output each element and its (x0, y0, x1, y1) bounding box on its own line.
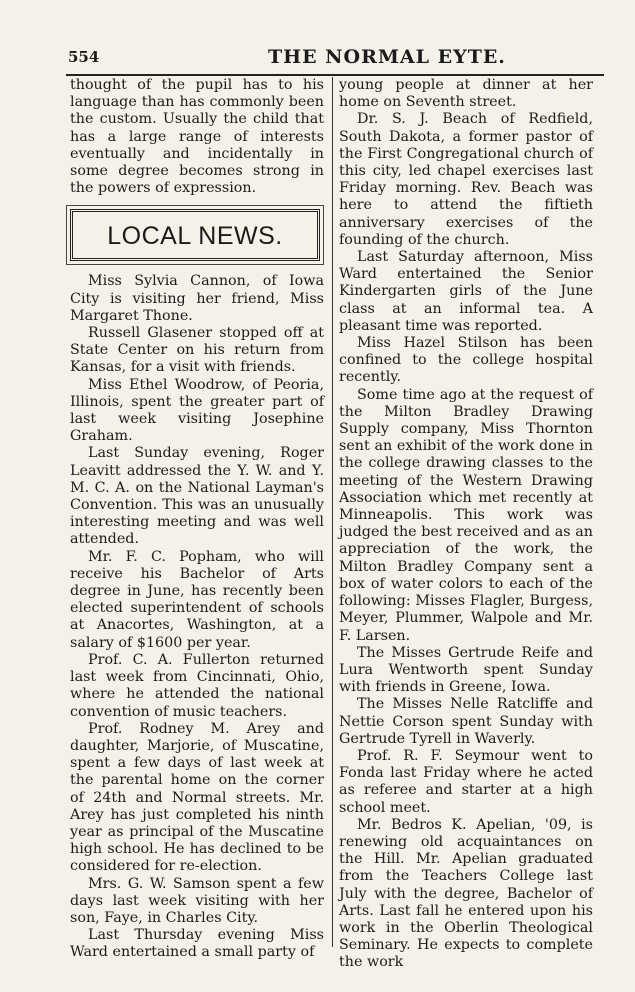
news-item: Russell Glasener stopped off at State Center on his return from Kansas, for a visit with friends. (70, 325, 324, 376)
news-item: Mr. F. C. Popham, who will receive his Bachelor of Arts degree in June, has recently been elected superintendent of schools at Anacortes, Washington, at a salary of $1600 per year. (70, 548, 324, 651)
journal-title: THE NORMAL EYTE. (268, 46, 506, 68)
news-item: Miss Hazel Stilson has been confined to the college hospital recently. (339, 335, 593, 386)
news-item: The Misses Gertrude Reife and Lura Wentworth spent Sunday with friends in Greene, Iowa. (339, 644, 593, 696)
right-column (339, 77, 593, 972)
news-item: Prof. R. F. Seymour went to Fonda last Friday where he acted as referee and starter at a high school meet. (339, 747, 593, 816)
intro-paragraph: thought of the pupil has to his language than has commonly been the custom. Usually the child that has a large range of interests eventually and incidentally in some degree becomes strong in the powers of expression. (70, 77, 324, 197)
header-rule (66, 74, 604, 76)
news-item: Mr. Bedros K. Apelian, '09, is renewing old acquaintances on the Hill. Mr. Apelian graduated from the Teachers College last July with the degree, Bachelor of Arts. Last fall he entered upon his work in the Oberlin Theological Seminary. He expects to complete the work (339, 816, 593, 971)
column-divider (332, 77, 333, 947)
local-news-heading-box (70, 209, 320, 261)
news-item: Last Sunday evening, Roger Leavitt addressed the Y. W. and Y. M. C. A. on the National Layman's Convention. This was an unusually interesting meeting and was well attended. (70, 445, 324, 548)
news-item: Mrs. G. W. Samson spent a few days last week visiting with her son, Faye, in Charles City. (70, 875, 324, 926)
news-item: Miss Ethel Woodrow, of Peoria, Illinois, spent the greater part of last week visiting Josephine Graham. (70, 376, 324, 445)
news-item: The Misses Nelle Ratcliffe and Nettie Corson spent Sunday with Gertrude Tyrell in Waverly. (339, 696, 593, 747)
page-header (68, 40, 603, 72)
news-item: Last Thursday evening Miss Ward entertained a small party of (70, 927, 324, 961)
continuation-paragraph: young people at dinner at her home on Seventh street. (339, 77, 593, 111)
left-column (70, 77, 324, 962)
news-item: Last Saturday afternoon, Miss Ward entertained the Senior Kindergarten girls of the June class at an informal tea. A pleasant time was reported. (339, 249, 593, 334)
section-title: LOCAL NEWS. (107, 222, 283, 251)
news-item: Miss Sylvia Cannon, of Iowa City is visiting her friend, Miss Margaret Thone. (70, 273, 324, 324)
news-item: Prof. Rodney M. Arey and daughter, Marjorie, of Muscatine, spent a few days of last week at the parental home on the corner of 24th and Normal streets. Mr. Arey has just completed his ninth year as principal of the Muscatine high school. He has declined to be considered for re-election. (70, 720, 324, 875)
page-number: 554 (68, 48, 100, 66)
news-item: Some time ago at the request of the Milton Bradley Drawing Supply company, Miss Thornton sent an exhibit of the work done in the college drawing classes to the meeting of the Western Drawing Association which met recently at Minneapolis. This work was judged the best received and as an appreciation of the work, the Milton Bradley Company sent a box of water colors to each of the following: Misses Flagler, Burgess, Meyer, Plummer, Walpole and Mr. F. Larsen. (339, 386, 593, 644)
news-item: Prof. C. A. Fullerton returned last week from Cincinnati, Ohio, where he attended the national convention of music teachers. (70, 651, 324, 720)
news-item: Dr. S. J. Beach of Redfield, South Dakota, a former pastor of the First Congregational church of this city, led chapel exercises last Friday morning. Rev. Beach was here to attend the fiftieth anniversary exercises of the founding of the church. (339, 111, 593, 248)
